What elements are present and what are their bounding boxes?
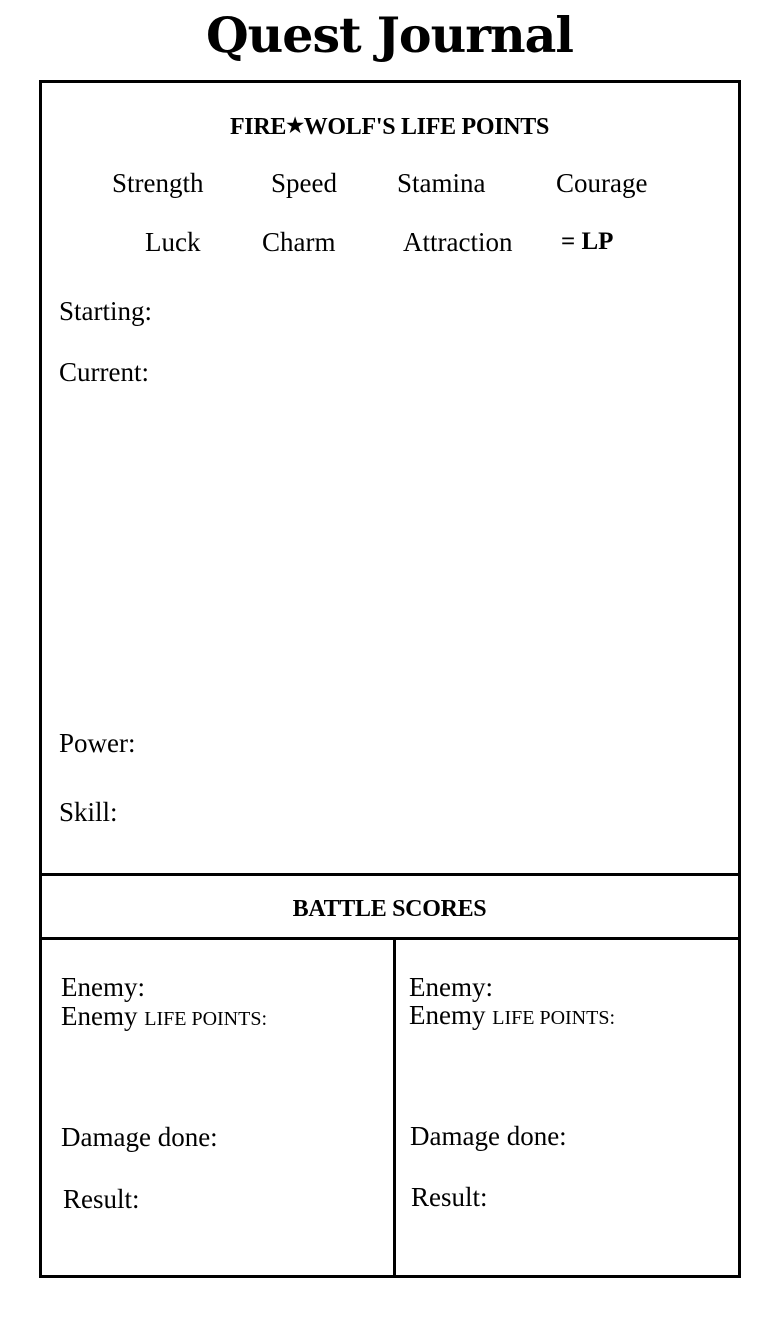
enemy-lp-suffix: LIFE POINTS: — [492, 1007, 616, 1029]
attribute-luck: Luck — [145, 227, 201, 257]
attribute-courage: Courage — [556, 168, 648, 198]
attribute-speed: Speed — [271, 168, 337, 198]
attribute-stamina: Stamina — [397, 168, 486, 198]
total-lp-label: = LP — [561, 228, 614, 255]
section-divider — [42, 873, 738, 876]
quest-journal-frame — [39, 80, 741, 1278]
star-icon: ★ — [286, 115, 304, 137]
skill-label: Skill: — [59, 797, 118, 827]
enemy-lp-label-right — [409, 1000, 615, 1033]
enemy-lp-suffix: LIFE POINTS: — [144, 1008, 268, 1030]
result-label-left: Result: — [63, 1184, 140, 1214]
heading-life-points: WOLF'S LIFE POINTS — [303, 114, 550, 140]
life-points-heading — [0, 112, 779, 143]
enemy-label-right: Enemy: — [409, 972, 493, 1002]
damage-label-right: Damage done: — [410, 1121, 567, 1151]
enemy-lp-prefix: Enemy — [409, 1000, 486, 1030]
result-label-right: Result: — [411, 1182, 488, 1212]
attribute-charm: Charm — [262, 227, 336, 257]
battle-scores-heading: BATTLE SCORES — [292, 896, 487, 922]
battle-column-divider — [393, 940, 396, 1275]
starting-label: Starting: — [59, 296, 152, 326]
battle-header-divider — [42, 937, 738, 940]
damage-label-left: Damage done: — [61, 1122, 218, 1152]
attribute-attraction: Attraction — [403, 227, 513, 257]
page-title: Quest Journal — [205, 6, 574, 64]
enemy-label-left: Enemy: — [61, 972, 145, 1002]
power-label: Power: — [59, 728, 136, 758]
attribute-strength: Strength — [112, 168, 204, 198]
heading-name: FIRE — [229, 114, 287, 140]
enemy-lp-label-left — [61, 1001, 267, 1034]
enemy-lp-prefix: Enemy — [61, 1001, 138, 1031]
current-label: Current: — [59, 357, 149, 387]
